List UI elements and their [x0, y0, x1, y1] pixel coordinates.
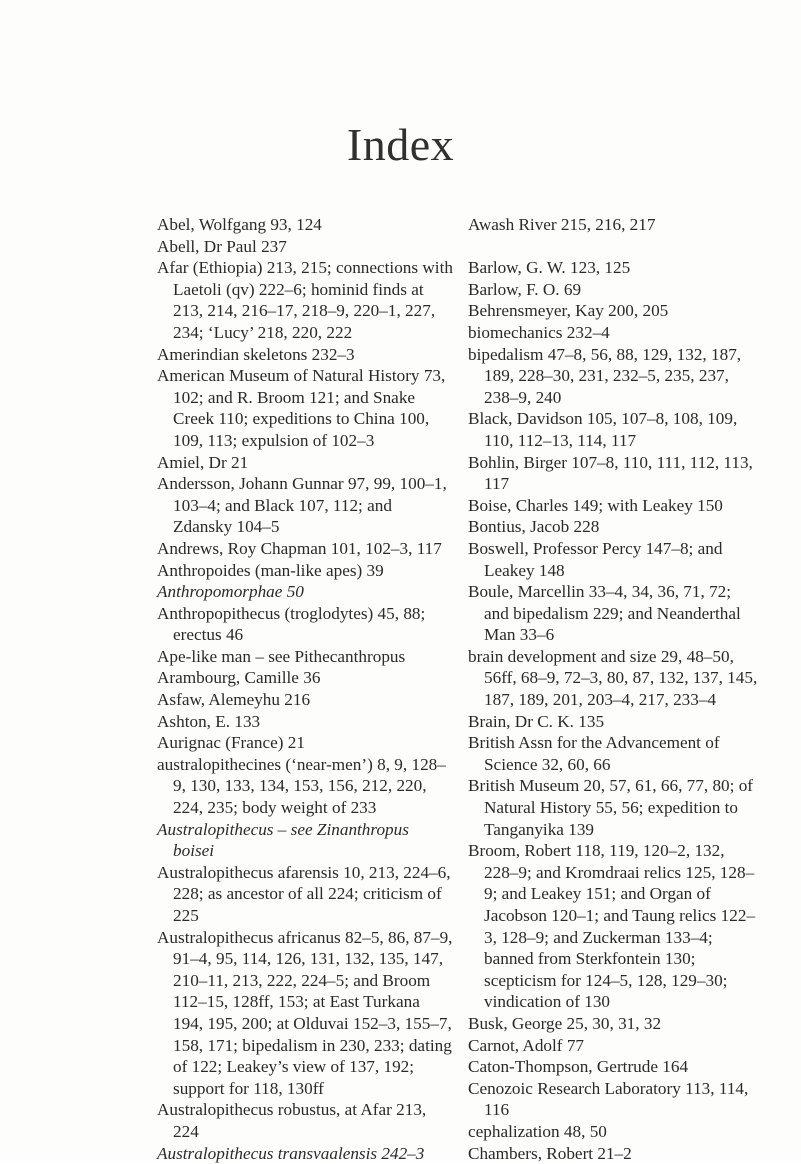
index-entry: Black, Davidson 105, 107–8, 108, 109, 110, 112–13, 114, 117 [468, 409, 738, 450]
index-entry: Barlow, F. O. 69 [468, 279, 582, 299]
index-entry: australopithecines (‘near-men’) 8, 9, 128–9, 130, 133, 134, 153, 156, 212, 220, 224, 235; body weight of 233 [157, 754, 446, 818]
index-entry: bipedalism 47–8, 56, 88, 129, 132, 187, 189, 228–30, 231, 232–5, 235, 237, 238–9, 240 [468, 344, 742, 407]
index-entry: Abell, Dr Paul 237 [157, 236, 287, 256]
index-entry: Busk, George 25, 30, 31, 32 [468, 1013, 662, 1033]
index-entry: British Assn for the Advancement of Science 32, 60, 66 [468, 733, 720, 774]
index-entry: Anthropoides (man-like apes) 39 [157, 560, 384, 580]
index-entry: Anthropomorphae 50 [157, 582, 304, 602]
index-entry: Ape-like man – see Pithecanthropus [157, 646, 406, 666]
index-entry: Bontius, Jacob 228 [468, 517, 600, 537]
index-entry: Broom, Robert 118, 119, 120–2, 132, 228–9; and Kromdraai relics 125, 128–9; and Leakey 151; and Organ of Jacobson 120–1; and Taung relics 122–3, 128–9; and Zuckerman 133–4; banned from Sterkfontein 130; scepticism for 124–5, 128, 129–30; vindication of 130 [468, 841, 756, 1012]
index-entry: Australopithecus afarensis 10, 213, 224–6, 228; as ancestor of all 224; criticism of 225 [157, 862, 451, 925]
index-entry: Andrews, Roy Chapman 101, 102–3, 117 [157, 538, 442, 558]
index-entry: Abel, Wolfgang 93, 124 [157, 215, 322, 234]
index-entry: Boswell, Professor Percy 147–8; and Leakey 148 [468, 538, 723, 580]
index-entry: Australopithecus – see Zinanthropus boisei [157, 819, 409, 861]
index-entry: American Museum of Natural History 73, 102; and R. Broom 121; and Snake Creek 110; expeditions to China 100, 109, 113; expulsion of 102–3 [157, 366, 446, 450]
index-entry: Arambourg, Camille 36 [157, 668, 321, 688]
index-entry: British Museum 20, 57, 61, 66, 77, 80; of Natural History 55, 56; expedition to Tanganyika 139 [468, 776, 754, 839]
index-entry: Carnot, Adolf 77 [468, 1035, 585, 1055]
index-entry: cephalization 48, 50 [468, 1121, 607, 1141]
index-entry: Amerindian skeletons 232–3 [157, 344, 355, 364]
index-entry: Amiel, Dr 21 [157, 452, 249, 472]
index-entry: Afar (Ethiopia) 213, 215; connections with Laetoli (qv) 222–6; hominid finds at 213, 214, 216–17, 218–9, 220–1, 227, 234; ‘Lucy’ 218, 220, 222 [157, 258, 453, 342]
index-entry: Australopithecus transvaalensis 242–3 [157, 1143, 425, 1163]
index-entry: Cenozoic Research Laboratory 113, 114, 116 [468, 1078, 749, 1120]
index-entry: Behrensmeyer, Kay 200, 205 [468, 301, 669, 321]
index-entry: Brain, Dr C. K. 135 [468, 711, 605, 731]
index-entry: Australopithecus robustus, at Afar 213, 224 [157, 1100, 427, 1141]
index-entry: Asfaw, Alemeyhu 216 [157, 690, 311, 710]
index-entry: Australopithecus africanus 82–5, 86, 87–9, 91–4, 95, 114, 126, 131, 132, 135, 147, 210–11, 213, 222, 224–5; and Broom 112–15, 128ff, 153; at East Turkana 194, 195, 200; at Olduvai 152–3, 155–7, 158, 171; bipedalism in 230, 233; dating of 122; Leakey’s view of 137, 192; support for 118, 130ff [157, 927, 453, 1098]
index-entry: Anthropopithecus (troglodytes) 45, 88; erectus 46 [157, 603, 426, 645]
index-entry: Chambers, Robert 21–2 [468, 1143, 632, 1163]
index-entry: brain development and size 29, 48–50, 56ff, 68–9, 72–3, 80, 87, 132, 137, 145, 187, 189, 201, 203–4, 217, 233–4 [468, 646, 758, 710]
index-column-right [468, 214, 758, 1164]
index-entry: Caton-Thompson, Gertrude 164 [468, 1057, 689, 1077]
index-entry: Awash River 215, 216, 217 [468, 215, 656, 234]
index-entry: Bohlin, Birger 107–8, 110, 111, 112, 113, 117 [468, 452, 753, 494]
index-column-left [157, 214, 453, 1164]
index-entry: Aurignac (France) 21 [157, 733, 305, 753]
index-gap [468, 236, 758, 258]
index-entry: Boise, Charles 149; with Leakey 150 [468, 495, 723, 515]
index-entry: biomechanics 232–4 [468, 322, 610, 342]
index-entry: Andersson, Johann Gunnar 97, 99, 100–1, 103–4; and Black 107, 112; and Zdansky 104–5 [157, 474, 447, 537]
index-entry: Ashton, E. 133 [157, 711, 261, 731]
index-entry: Boule, Marcellin 33–4, 34, 36, 71, 72; and bipedalism 229; and Neanderthal Man 33–6 [468, 582, 741, 645]
index-entry: Barlow, G. W. 123, 125 [468, 258, 631, 278]
page-title: Index [346, 119, 455, 170]
